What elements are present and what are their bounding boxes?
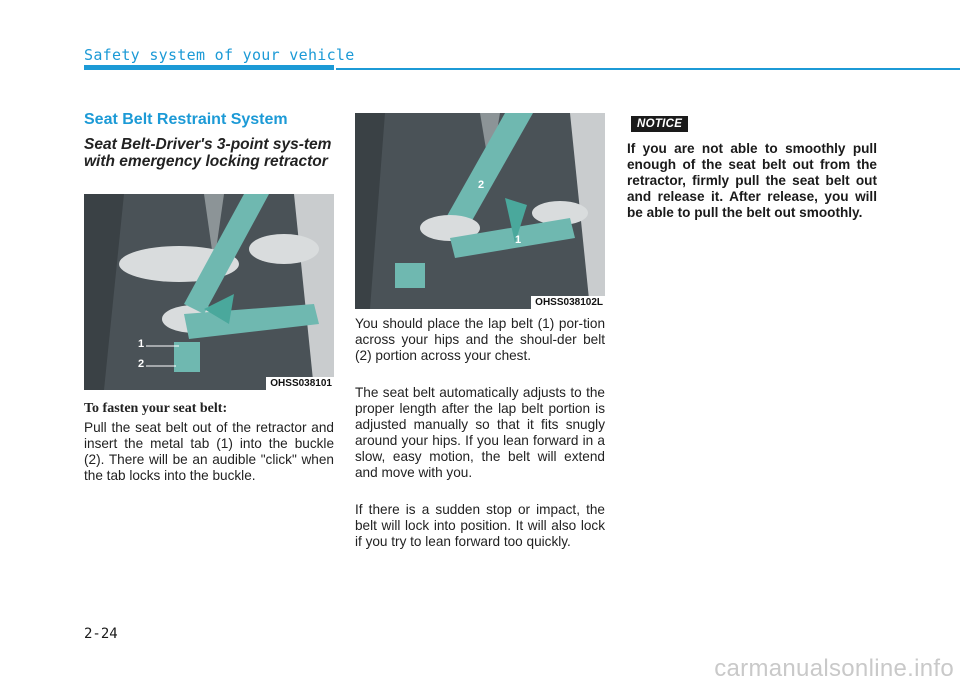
figure-code: OHSS038102L	[531, 296, 605, 309]
page-number: 2-24	[84, 626, 118, 642]
notice-badge: NOTICE	[631, 116, 688, 132]
header-rule-thick	[84, 65, 334, 70]
sudden-stop-paragraph: If there is a sudden stop or impact, the belt will lock into position. It will also lock if you try to lean forward too quickly.	[355, 502, 605, 549]
figure-belt-position	[355, 113, 605, 309]
section-title: Seat Belt Restraint System	[84, 111, 288, 128]
seat-belt-illustration-1	[84, 194, 334, 390]
header-rule-thin	[336, 68, 960, 70]
fasten-heading: To fasten your seat belt:	[84, 401, 228, 416]
fasten-text: Pull the seat belt out of the retractor and insert the metal tab (1) into the buckle (2). There will be an audible "click" when the tab locks into the buckle.	[84, 420, 334, 483]
callout-1: 1	[138, 338, 145, 350]
auto-adjust-paragraph: The seat belt automatically adjusts to the proper length after the lap belt portion is adjusted manually so that it fits snugly around your hips. If you lean forward in a slow, easy motion, the belt will extend and move with you.	[355, 385, 605, 480]
watermark: carmanualsonline.info	[714, 655, 954, 682]
lap-belt-paragraph: You should place the lap belt (1) por-tion across your hips and the shoul-der belt (2) portion across your chest.	[355, 316, 605, 363]
figure-code: OHSS038101	[266, 377, 334, 390]
subsection-title: Seat Belt-Driver's 3-point sys-tem with emergency locking retractor	[84, 136, 332, 170]
seat-belt-illustration-2	[355, 113, 605, 309]
figure-fasten-belt	[84, 194, 334, 390]
callout-1: 1	[515, 234, 522, 246]
callout-2: 2	[138, 358, 145, 370]
callout-2: 2	[478, 179, 485, 191]
notice-text: If you are not able to smoothly pull enough of the seat belt out from the retractor, firmly pull the seat belt out and release it. After release, you will be able to pull the belt out smoothly.	[627, 141, 877, 220]
header-title: Safety system of your vehicle	[84, 46, 355, 64]
